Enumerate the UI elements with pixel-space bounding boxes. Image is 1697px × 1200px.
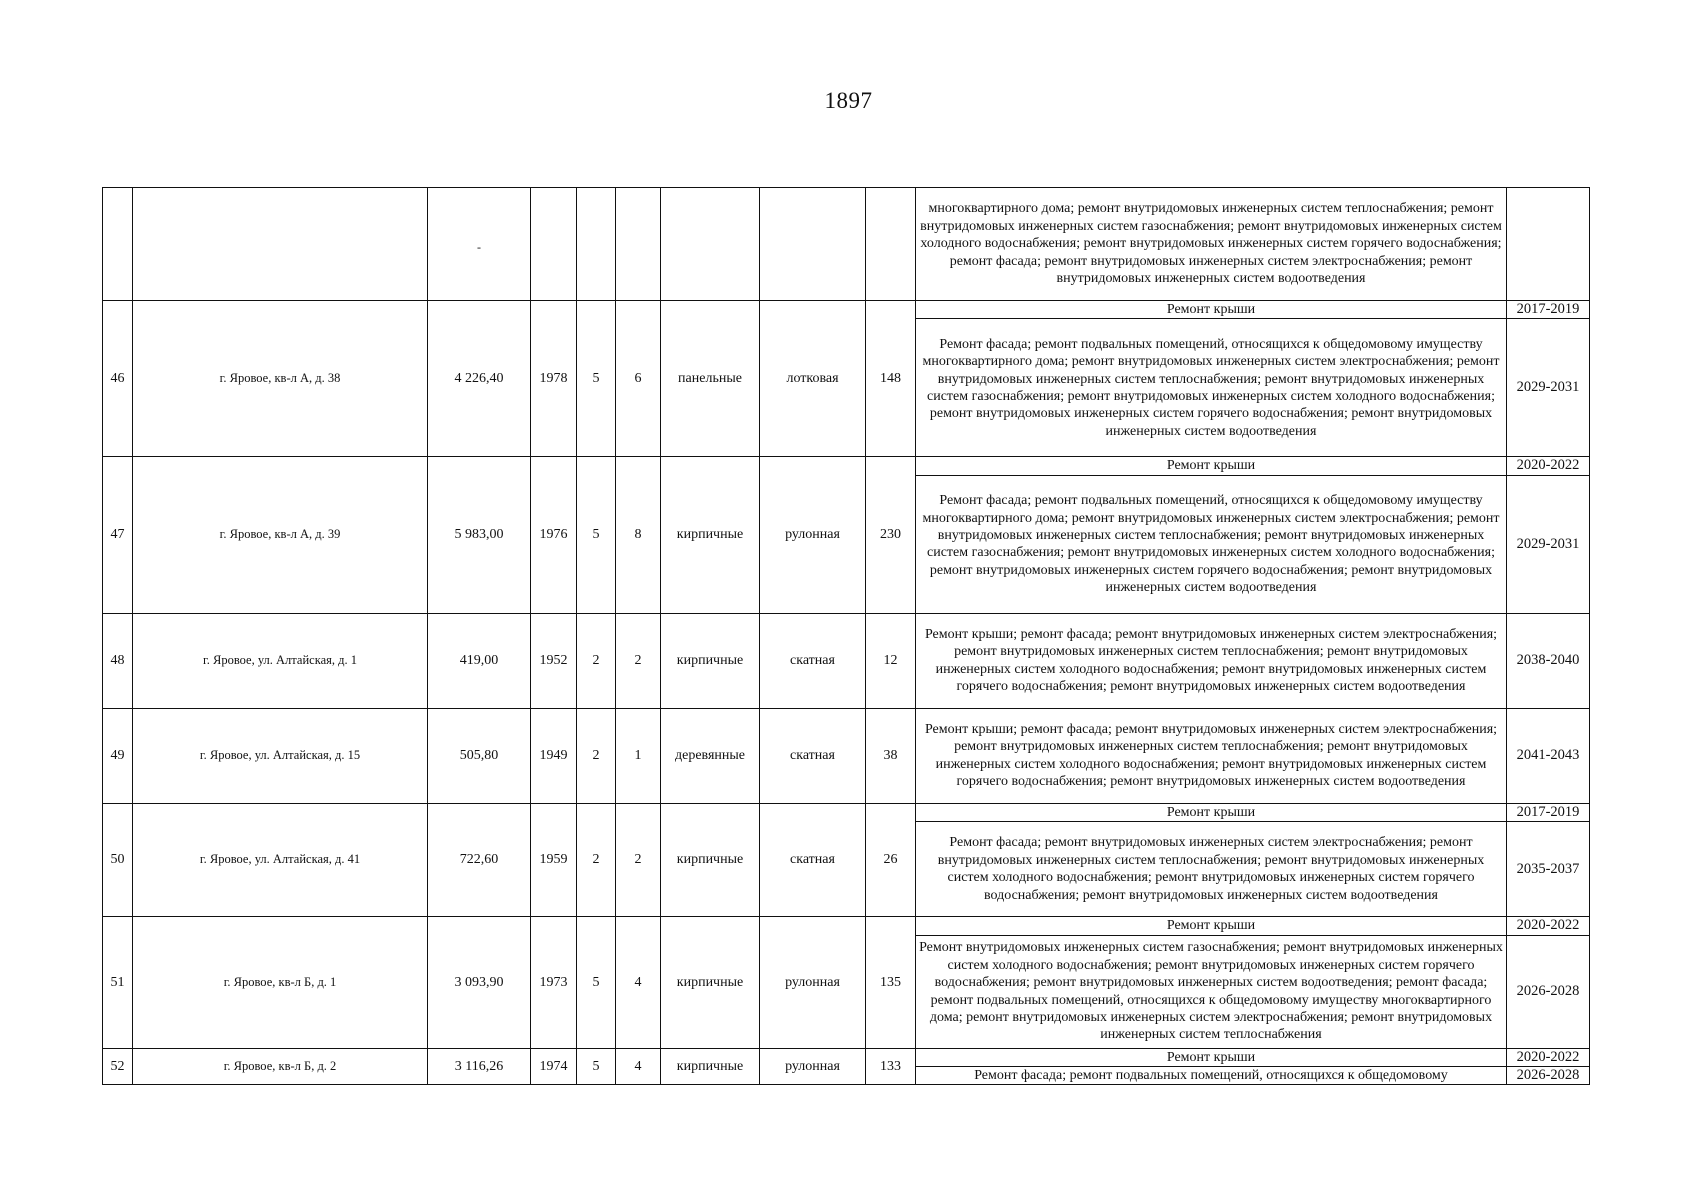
- cell-no: 52: [103, 1048, 133, 1085]
- cell-period: 2029-2031: [1507, 319, 1590, 457]
- cell-works: Ремонт фасада; ремонт внутридомовых инженерных систем электроснабжения; ремонт внутридомовых инженерных систем теплоснабжения; ремонт внутридомовых инженерных систем холодного водоснабжения; ремонт внутридомовых инженерных систем горячего водоснабжения; ремонт внутридомовых инженерных систем водоотведения: [916, 822, 1507, 917]
- table-row: [103, 613, 1590, 708]
- cell-year: 1973: [531, 917, 577, 1048]
- cell-walls: кирпичные: [661, 917, 760, 1048]
- cell-works: многоквартирного дома; ремонт внутридомовых инженерных систем теплоснабжения; ремонт внутридомовых инженерных систем газоснабжения; ремонт внутридомовых инженерных систем холодного водоснабжения; ремонт внутридомовых инженерных систем горячего водоснабжения; ремонт фасада; ремонт внутридомовых инженерных систем электроснабжения; ремонт внутридомовых инженерных систем водоотведения: [916, 188, 1507, 301]
- cell-no: 46: [103, 301, 133, 457]
- cell-year: 1978: [531, 301, 577, 457]
- cell-residents: 148: [866, 301, 916, 457]
- cell-walls: кирпичные: [661, 803, 760, 916]
- cell-entrances: 8: [616, 457, 661, 613]
- table-row: [103, 1048, 1590, 1066]
- cell-address: г. Яровое, кв-л Б, д. 1: [133, 917, 428, 1048]
- cell-period: 2017-2019: [1507, 803, 1590, 821]
- cell-entrances: 4: [616, 1048, 661, 1085]
- cell-entrances: [616, 188, 661, 301]
- cell-floors: 5: [577, 1048, 616, 1085]
- cell-period: 2020-2022: [1507, 917, 1590, 935]
- cell-period: 2026-2028: [1507, 935, 1590, 1048]
- table-row: [103, 457, 1590, 475]
- table-row: [103, 301, 1590, 319]
- cell-roof: скатная: [760, 803, 866, 916]
- table-row: [103, 708, 1590, 803]
- cell-walls: деревянные: [661, 708, 760, 803]
- cell-roof: скатная: [760, 708, 866, 803]
- cell-period: 2020-2022: [1507, 457, 1590, 475]
- cell-area: 419,00: [428, 613, 531, 708]
- table-body: [103, 188, 1590, 1085]
- cell-period: 2029-2031: [1507, 475, 1590, 613]
- cell-entrances: 2: [616, 613, 661, 708]
- cell-entrances: 2: [616, 803, 661, 916]
- cell-walls: кирпичные: [661, 613, 760, 708]
- cell-address: г. Яровое, ул. Алтайская, д. 1: [133, 613, 428, 708]
- cell-residents: 135: [866, 917, 916, 1048]
- cell-period: [1507, 188, 1590, 301]
- cell-residents: 26: [866, 803, 916, 916]
- cell-period: 2020-2022: [1507, 1048, 1590, 1066]
- table-row: [103, 917, 1590, 935]
- cell-works: Ремонт крыши: [916, 1048, 1507, 1066]
- cell-residents: [866, 188, 916, 301]
- cell-walls: кирпичные: [661, 457, 760, 613]
- cell-area: 3 093,90: [428, 917, 531, 1048]
- cell-address: г. Яровое, кв-л А, д. 39: [133, 457, 428, 613]
- cell-no: 47: [103, 457, 133, 613]
- cell-residents: 133: [866, 1048, 916, 1085]
- housing-repair-table: [102, 187, 1590, 1085]
- cell-floors: 5: [577, 917, 616, 1048]
- cell-area: 4 226,40: [428, 301, 531, 457]
- cell-residents: 38: [866, 708, 916, 803]
- cell-year: 1959: [531, 803, 577, 916]
- cell-floors: 5: [577, 301, 616, 457]
- cell-address: г. Яровое, ул. Алтайская, д. 15: [133, 708, 428, 803]
- cell-entrances: 4: [616, 917, 661, 1048]
- cell-works: Ремонт фасада; ремонт подвальных помещений, относящихся к общедомовому имуществу многоквартирного дома; ремонт внутридомовых инженерных систем электроснабжения; ремонт внутридомовых инженерных систем теплоснабжения; ремонт внутридомовых инженерных систем газоснабжения; ремонт внутридомовых инженерных систем холодного водоснабжения; ремонт внутридомовых инженерных систем горячего водоснабжения; ремонт внутридомовых инженерных систем водоотведения: [916, 475, 1507, 613]
- cell-walls: кирпичные: [661, 1048, 760, 1085]
- cell-roof: рулонная: [760, 1048, 866, 1085]
- cell-walls: панельные: [661, 301, 760, 457]
- cell-area: 722,60: [428, 803, 531, 916]
- cell-no: [103, 188, 133, 301]
- cell-area: 505,80: [428, 708, 531, 803]
- cell-period: 2017-2019: [1507, 301, 1590, 319]
- cell-roof: лотковая: [760, 301, 866, 457]
- cell-works: Ремонт внутридомовых инженерных систем газоснабжения; ремонт внутридомовых инженерных систем холодного водоснабжения; ремонт внутридомовых инженерных систем горячего водоснабжения; ремонт внутридомовых инженерных систем водоотведения; ремонт фасада; ремонт подвальных помещений, относящихся к общедомовому имуществу многоквартирного дома; ремонт внутридомовых инженерных систем электроснабжения; ремонт внутридомовых инженерных систем теплоснабжения: [916, 935, 1507, 1048]
- cell-works: Ремонт крыши; ремонт фасада; ремонт внутридомовых инженерных систем электроснабжения; ремонт внутридомовых инженерных систем теплоснабжения; ремонт внутридомовых инженерных систем холодного водоснабжения; ремонт внутридомовых инженерных систем горячего водоснабжения; ремонт внутридомовых инженерных систем водоотведения: [916, 708, 1507, 803]
- cell-year: 1976: [531, 457, 577, 613]
- cell-works: Ремонт крыши: [916, 917, 1507, 935]
- cell-entrances: 6: [616, 301, 661, 457]
- cell-works: Ремонт крыши: [916, 803, 1507, 821]
- cell-works: Ремонт крыши; ремонт фасада; ремонт внутридомовых инженерных систем электроснабжения; ремонт внутридомовых инженерных систем теплоснабжения; ремонт внутридомовых инженерных систем холодного водоснабжения; ремонт внутридомовых инженерных систем горячего водоснабжения; ремонт внутридомовых инженерных систем водоотведения: [916, 613, 1507, 708]
- cell-address: [133, 188, 428, 301]
- page-number: 1897: [824, 88, 873, 113]
- cell-floors: 5: [577, 457, 616, 613]
- cell-works: Ремонт фасада; ремонт подвальных помещений, относящихся к общедомовому имуществу многоквартирного дома; ремонт внутридомовых инженерных систем электроснабжения; ремонт внутридомовых инженерных систем теплоснабжения; ремонт внутридомовых инженерных систем газоснабжения; ремонт внутридомовых инженерных систем холодного водоснабжения; ремонт внутридомовых инженерных систем горячего водоснабжения; ремонт внутридомовых инженерных систем водоотведения: [916, 319, 1507, 457]
- cell-residents: 230: [866, 457, 916, 613]
- cell-works: Ремонт фасада; ремонт подвальных помещений, относящихся к общедомовому: [916, 1067, 1507, 1085]
- cell-period: 2041-2043: [1507, 708, 1590, 803]
- cell-address: г. Яровое, кв-л Б, д. 2: [133, 1048, 428, 1085]
- cell-no: 51: [103, 917, 133, 1048]
- cell-works: Ремонт крыши: [916, 301, 1507, 319]
- cell-roof: рулонная: [760, 457, 866, 613]
- cell-works: Ремонт крыши: [916, 457, 1507, 475]
- cell-floors: [577, 188, 616, 301]
- cell-entrances: 1: [616, 708, 661, 803]
- cell-roof: скатная: [760, 613, 866, 708]
- cell-roof: [760, 188, 866, 301]
- table-row: [103, 803, 1590, 821]
- cell-year: [531, 188, 577, 301]
- cell-area: 3 116,26: [428, 1048, 531, 1085]
- cell-year: 1974: [531, 1048, 577, 1085]
- cell-no: 49: [103, 708, 133, 803]
- cell-area: [428, 188, 531, 301]
- cell-address: г. Яровое, кв-л А, д. 38: [133, 301, 428, 457]
- cell-walls: [661, 188, 760, 301]
- cell-floors: 2: [577, 803, 616, 916]
- cell-residents: 12: [866, 613, 916, 708]
- cell-area: 5 983,00: [428, 457, 531, 613]
- cell-no: 48: [103, 613, 133, 708]
- cell-period: 2038-2040: [1507, 613, 1590, 708]
- cell-roof: рулонная: [760, 917, 866, 1048]
- cell-year: 1952: [531, 613, 577, 708]
- cell-address: г. Яровое, ул. Алтайская, д. 41: [133, 803, 428, 916]
- continuation-row: [103, 188, 1590, 301]
- cell-no: 50: [103, 803, 133, 916]
- cell-period: 2026-2028: [1507, 1067, 1590, 1085]
- cell-year: 1949: [531, 708, 577, 803]
- cell-period: 2035-2037: [1507, 822, 1590, 917]
- cell-floors: 2: [577, 613, 616, 708]
- cell-floors: 2: [577, 708, 616, 803]
- continuation-mark: -: [477, 240, 481, 255]
